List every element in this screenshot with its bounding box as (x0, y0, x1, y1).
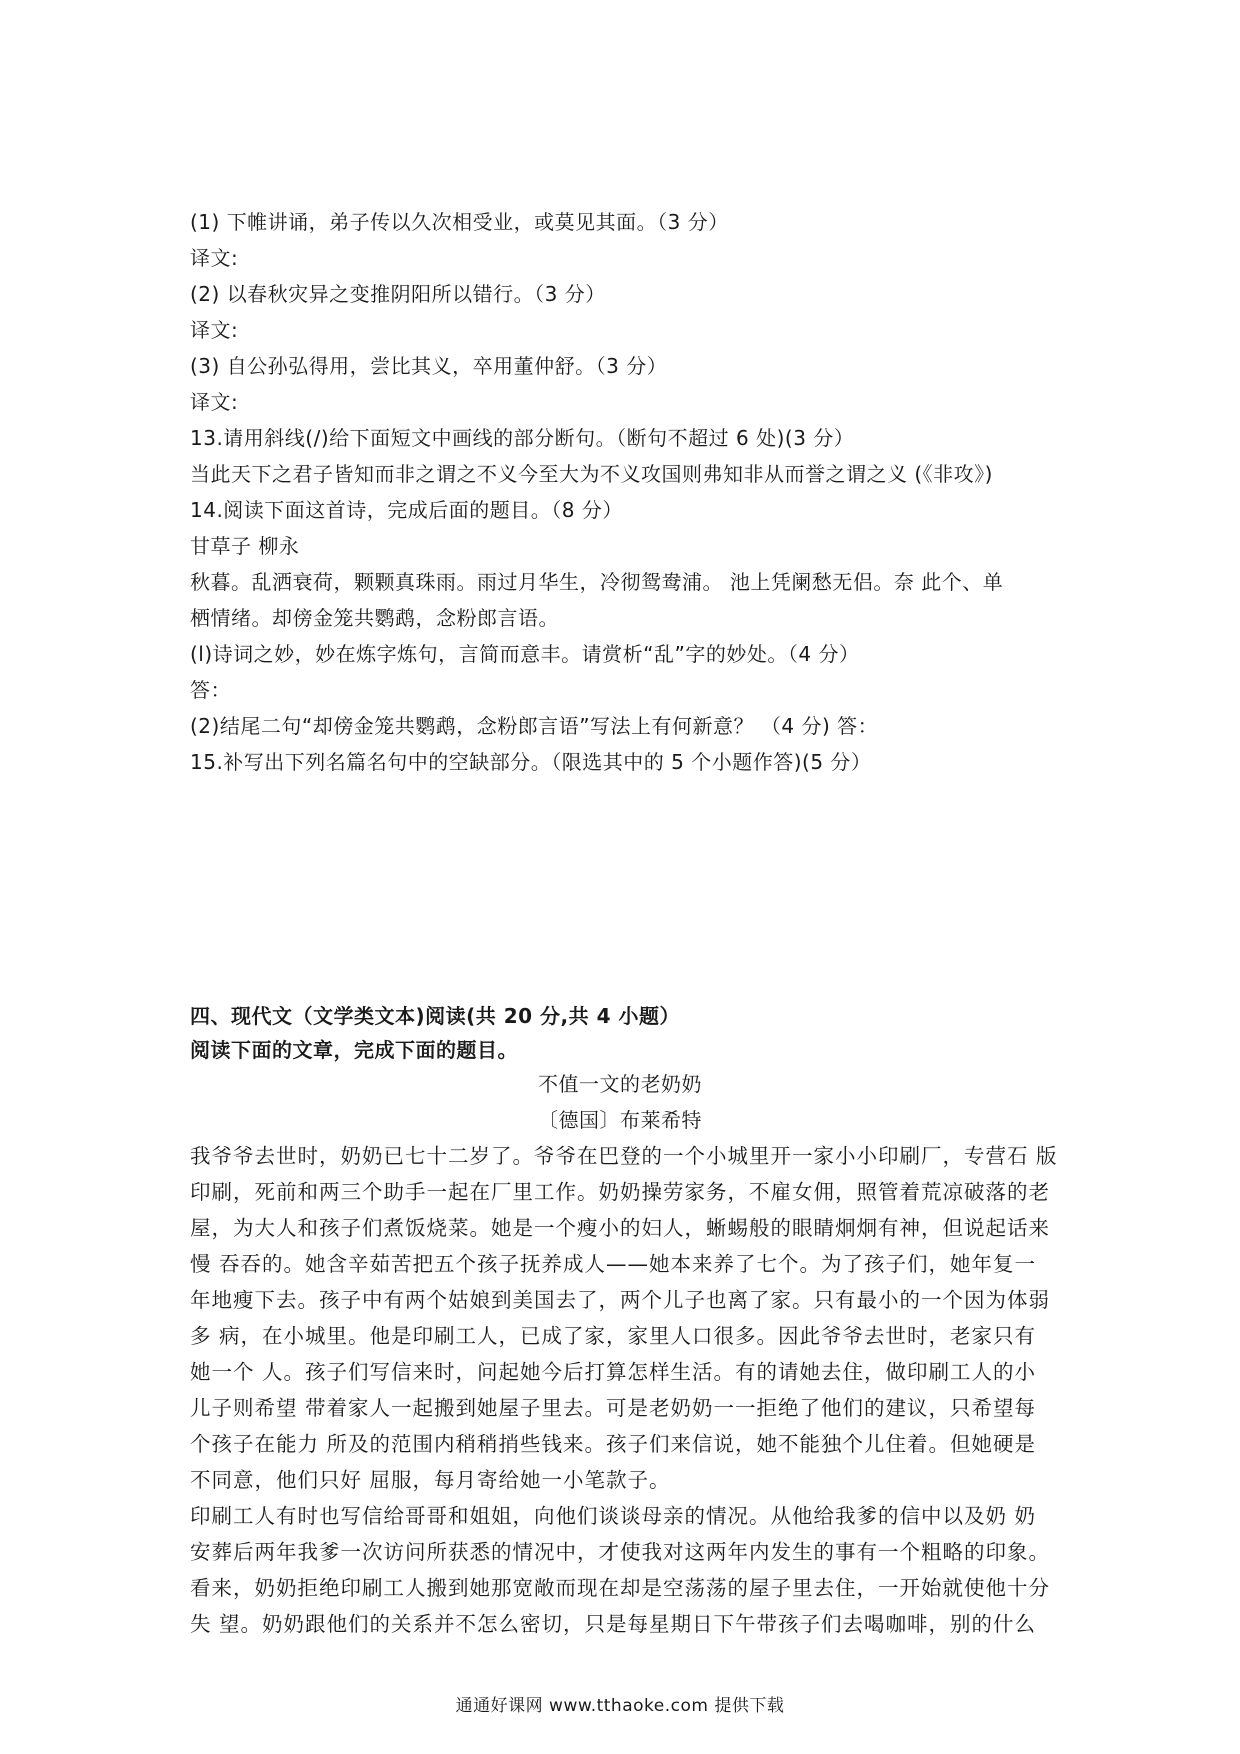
poem-line: 栖情绪。却傍金笼共鹦鹉，念粉郎言语。 (190, 606, 559, 630)
section-heading: 四、现代文（文学类文本)阅读(共 20 分,共 4 小题） (190, 1004, 680, 1028)
passage-line: 屋，为大人和孩子们煮饭烧菜。她是一个瘦小的妇人，蜥蜴般的眼睛炯炯有神，但说起话来 (190, 1216, 1050, 1240)
question-12-1: (1) 下帷讲诵，弟子传以久次相受业，或莫见其面。（3 分） (190, 210, 729, 234)
passage-line: 她一个 人。孩子们写信来时，问起她今后打算怎样生活。有的请她去住，做印刷工人的小 (190, 1360, 1037, 1384)
passage-line: 儿子则希望 带着家人一起搬到她屋子里去。可是老奶奶一一拒绝了他们的建议，只希望每 (190, 1396, 1037, 1420)
passage-line: 失 望。奶奶跟他们的关系并不怎么密切，只是每星期日下午带孩子们去喝咖啡，别的什么 (190, 1612, 1037, 1636)
question-14: 14.阅读下面这首诗，完成后面的题目。（8 分） (190, 498, 623, 522)
passage-line: 我爷爷去世时，奶奶已七十二岁了。爷爷在巴登的一个小城里开一家小小印刷厂，专营石 版 (190, 1144, 1058, 1168)
passage-line: 看来，奶奶拒绝印刷工人搬到她那宽敞而现在却是空荡荡的屋子里去住，一开始就使他十分 (190, 1576, 1050, 1600)
passage-line: 不同意，他们只好 屈服，每月寄给她一小笔款子。 (190, 1468, 671, 1492)
passage-line: 印刷，死前和两三个助手一起在厂里工作。奶奶操劳家务，不雇女佣，照管着荒凉破落的老 (190, 1180, 1050, 1204)
passage-line: 多 病，在小城里。他是印刷工人，已成了家，家里人口很多。因此爷爷去世时，老家只有 (190, 1324, 1037, 1348)
passage-line: 个孩子在能力 所及的范围内稍稍捎些钱来。孩子们来信说，她不能独个儿住着。但她硬是 (190, 1432, 1037, 1456)
passage-line: 安葬后两年我爹一次访问所获悉的情况中，才使我对这两年内发生的事有一个粗略的印象。 (190, 1540, 1050, 1564)
question-12-2: (2) 以春秋灾异之变推阴阳所以错行。（3 分） (190, 282, 606, 306)
question-13: 13.请用斜线(/)给下面短文中画线的部分断句。（断句不超过 6 处)(3 分） (190, 426, 855, 450)
poem-line: 秋暮。乱洒衰荷，颗颗真珠雨。雨过月华生，冷彻鸳鸯浦。 池上凭阑愁无侣。奈 此个、单 (190, 570, 1004, 594)
question-15: 15.补写出下列名篇名句中的空缺部分。（限选其中的 5 个小题作答)(5 分） (190, 750, 872, 774)
translation-label: 译文: (190, 246, 239, 270)
question-12-3: (3) 自公孙弘得用，尝比其义，卒用董仲舒。（3 分） (190, 354, 668, 378)
question-13-passage: 当此天下之君子皆知而非之谓之不义今至大为不义攻国则弗知非从而誉之谓之义 (《非攻》) (190, 462, 993, 486)
passage-line: 印刷工人有时也写信给哥哥和姐姐，向他们谈谈母亲的情况。从他给我爹的信中以及奶 奶 (190, 1504, 1037, 1528)
passage-line: 年地瘦下去。孩子中有两个姑娘到美国去了，两个儿子也离了家。只有最小的一个因为体弱 (190, 1288, 1050, 1312)
translation-label: 译文: (190, 318, 239, 342)
question-14-1: (l)诗词之妙，妙在炼字炼句，言简而意丰。请赏析“乱”字的妙处。（4 分） (190, 642, 860, 666)
poem-title: 甘草子 柳永 (190, 534, 300, 558)
question-14-2: (2)结尾二句“却傍金笼共鹦鹉，念粉郎言语”写法上有何新意？ （4 分) 答： (190, 714, 879, 738)
article-title: 不值一文的老奶奶 (538, 1072, 702, 1096)
article-author: 〔德国〕布莱希特 (538, 1108, 702, 1132)
section-instruction: 阅读下面的文章，完成下面的题目。 (190, 1038, 518, 1062)
answer-label: 答： (190, 678, 231, 702)
translation-label: 译文: (190, 390, 239, 414)
passage-line: 慢 吞吞的。她含辛茹苦把五个孩子抚养成人——她本来养了七个。为了孩子们，她年复一 (190, 1252, 1037, 1276)
page-footer: 通通好课网 www.tthaoke.com 提供下载 (455, 1696, 785, 1716)
